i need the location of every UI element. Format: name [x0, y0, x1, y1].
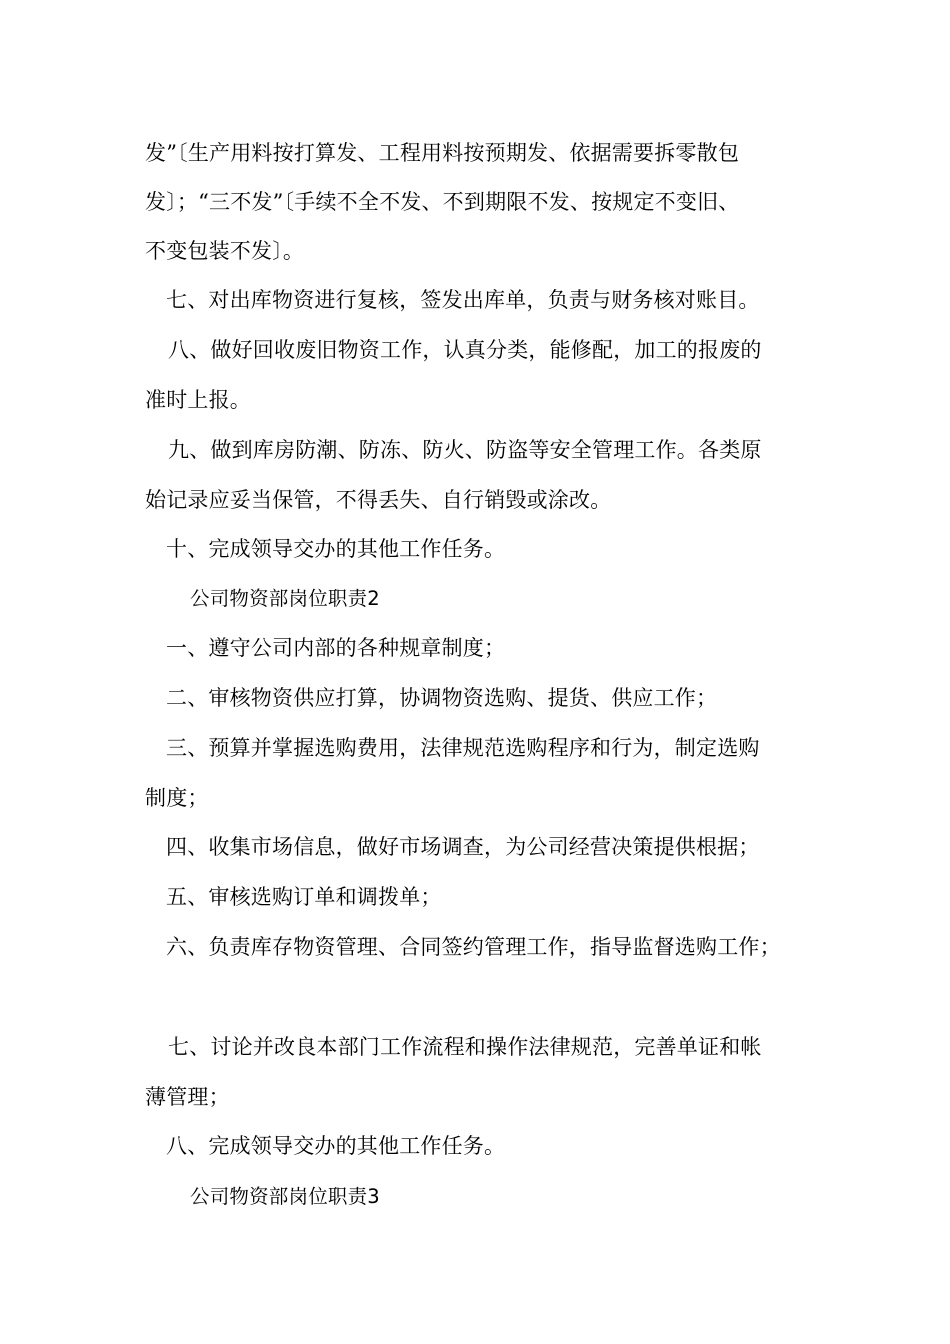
text-line-14: 制度； [145, 786, 209, 810]
text-line-13: 三、预算并掌握选购费用，法律规范选购程序和行为，制定选购 [166, 736, 760, 760]
text-line-17: 六、负责库存物资管理、合同签约管理工作，指导监督选购工作； [166, 935, 781, 959]
text-line-2: 发〕；“三不发”〔手续不全不发、不到期限不发、按规定不变旧、 [145, 190, 740, 214]
section-heading-3: 公司物资部岗位职责3 [190, 1185, 380, 1208]
text-line-1: 发”〔生产用料按打算发、工程用料按预期发、依据需要拆零散包 [145, 141, 740, 165]
text-line-8: 始记录应妥当保管，不得丢失、自行销毁或涂改。 [145, 488, 612, 512]
section-heading-2: 公司物资部岗位职责2 [190, 587, 380, 610]
text-line-12: 二、审核物资供应打算，协调物资选购、提货、供应工作； [166, 686, 718, 710]
text-line-3: 不变包装不发〕。 [145, 239, 305, 263]
text-line-16: 五、审核选购订单和调拨单； [166, 885, 442, 909]
text-line-15: 四、收集市场信息，做好市场调查，为公司经营决策提供根据； [166, 835, 760, 859]
text-line-5: 八、做好回收废旧物资工作，认真分类，能修配，加工的报废的 [168, 338, 762, 362]
text-line-19: 薄管理； [145, 1085, 230, 1109]
text-line-4: 七、对出库物资进行复核，签发出库单，负责与财务核对账目。 [166, 288, 760, 312]
text-line-9: 十、完成领导交办的其他工作任务。 [166, 537, 506, 561]
text-line-6: 准时上报。 [145, 388, 251, 412]
text-line-20: 八、完成领导交办的其他工作任务。 [166, 1134, 506, 1158]
text-line-11: 一、遵守公司内部的各种规章制度； [166, 636, 506, 660]
text-line-18: 七、讨论并改良本部门工作流程和操作法律规范，完善单证和帐 [168, 1035, 762, 1059]
text-line-7: 九、做到库房防潮、防冻、防火、防盗等安全管理工作。各类原 [168, 438, 762, 462]
